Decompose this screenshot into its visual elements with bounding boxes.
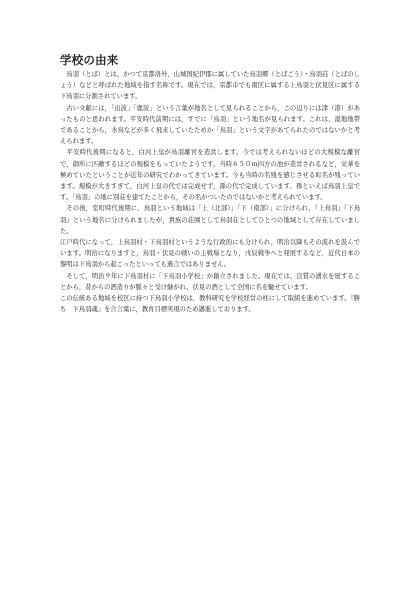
paragraph-heian-palace: 平安時代後期になると，白河上皇が鳥羽離宮を造営します。今では考えられないほどの大規模な離宮で，御所に匹敵するほどの規模をもっていたようです。当時６５０ｍ四方の池が造営されるなど，栄華を極めていたということが近年の研究でわかってきています。今も当時の名残を感じさせる町名が残っています。規模が大きすぎて，白河上皇の代では完成せず，孫の代で完成しています。孫といえば鳥羽上皇です。「鳥羽」の地に別荘を建てたことから，その名がついたのではないかと考えられています。 — [60, 149, 360, 202]
paragraph-school-today: この伝統ある地域を校区に持つ下鳥羽小学校は，教科研究を学校経営の柱にして取組を進めています。『勝ち 下鳥羽魂』を合言葉に，教育目標実現のため邁進しております。 — [60, 295, 360, 314]
document-body — [60, 52, 360, 315]
paragraph-muromachi: その後，室町時代後期に，鳥羽という地域は「上（北部）」「下（南部）」に分けられ，『上鳥羽』『下鳥羽』という地名に分けられましたが，貴族の荘園として鳥羽荘としてひとつの地域として存在していました。 — [60, 205, 360, 235]
paragraph-edo-meiji: 江戸時代になって，上鳥羽村・下鳥羽村というような行政的にも分けられ，明治以降もその流れを汲んでいます。明治になりますと，鳥羽・伏見の戦いの主戦場となり，戊辰戦争へと発展するなど，近代日本の黎明は下鳥羽から起こったといっても過言ではありません。 — [60, 239, 360, 269]
paragraph-origin: 鳥羽（とば）とは，かつて京都洛外，山城国紀伊郡に属していた鳥羽郷（とばごう）・鳥羽荘（とばのしょう）などと呼ばれた地域を指す名称です。現在では，京都市でも南区に属する上鳥羽と伏見区に属する下鳥羽に分割されています。 — [60, 71, 360, 101]
paragraph-ancient-records: 古い文献には，「出波」「鹿波」という言葉が地名として見られることから，この辺りには津（港）があったものと思われます。平安時代前期には，すでに「鳥羽」という地名が見られます。これは，湿地地帯であることから，水鳥などが多く飛来していたためか「鳥羽」という文字があてられたのではないかと考えられます。 — [60, 104, 360, 146]
document-title: 学校の由来 — [60, 53, 119, 67]
paragraph-school-founding: そして，明治９年に下鳥羽村に「下鳥羽小学校」が創立されました。現在では，良質の湧水を屋することから，昔からの酒造りが脈々と受け継がれ，伏見の酒として全国に名を馳せています。 — [60, 272, 360, 291]
